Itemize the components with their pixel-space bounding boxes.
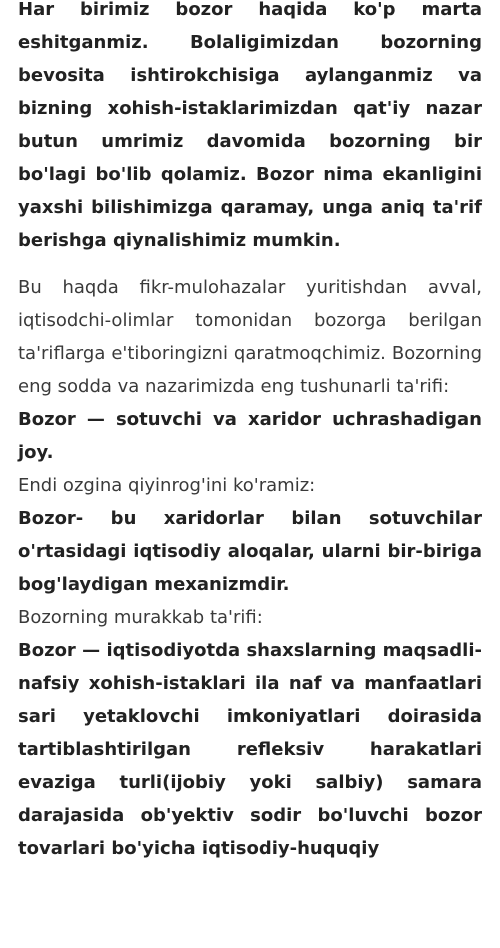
lead-paragraph: Bu haqda fikr-mulohazalar yuritishdan avval, iqtisodchi-olimlar tomonidan bozorga berilgan ta'riflarga e'tiboringizni qaratmoqchimiz. Bozorning eng sodda va nazarimizda eng tushunarli ta'rifi:: [18, 277, 482, 397]
harder-lead: Endi ozgina qiyinrog'ini ko'ramiz:: [18, 475, 316, 496]
intro-paragraph: Har birimiz bozor haqida ko'p marta eshitganmiz. Bolaligimizdan bozorning bevosita ishtirokchisiga aylanganmiz va bizning xohish-istaklarimizdan qat'iy nazar butun umrimiz davomida bozorning bir bo'lagi bo'lib qolamiz. Bozor nima ekanligini yaxshi bilishimizga qaramay, unga aniq ta'rif berishga qiynalishimiz mumkin.: [18, 0, 482, 251]
complex-lead: Bozorning murakkab ta'rifi:: [18, 607, 263, 628]
complex-definition: Bozor — iqtisodiyotda shaxslarning maqsadli-nafsiy xohish-istaklari ila naf va manfaatlari sari yetaklovchi imkoniyatlari doirasida tartiblashtirilgan refleksiv harakatlari evaziga turli(ijobiy yoki salbiy) samara darajasida ob'yektiv sodir bo'luvchi bozor tovarlari bo'yicha iqtisodiy-huquqiy: [18, 640, 482, 859]
simple-definition: Bozor — sotuvchi va xaridor uchrashadigan joy.: [18, 409, 482, 463]
harder-definition: Bozor- bu xaridorlar bilan sotuvchilar o'rtasidagi iqtisodiy aloqalar, ularni bir-biriga bog'laydigan mexanizmdir.: [18, 508, 482, 595]
